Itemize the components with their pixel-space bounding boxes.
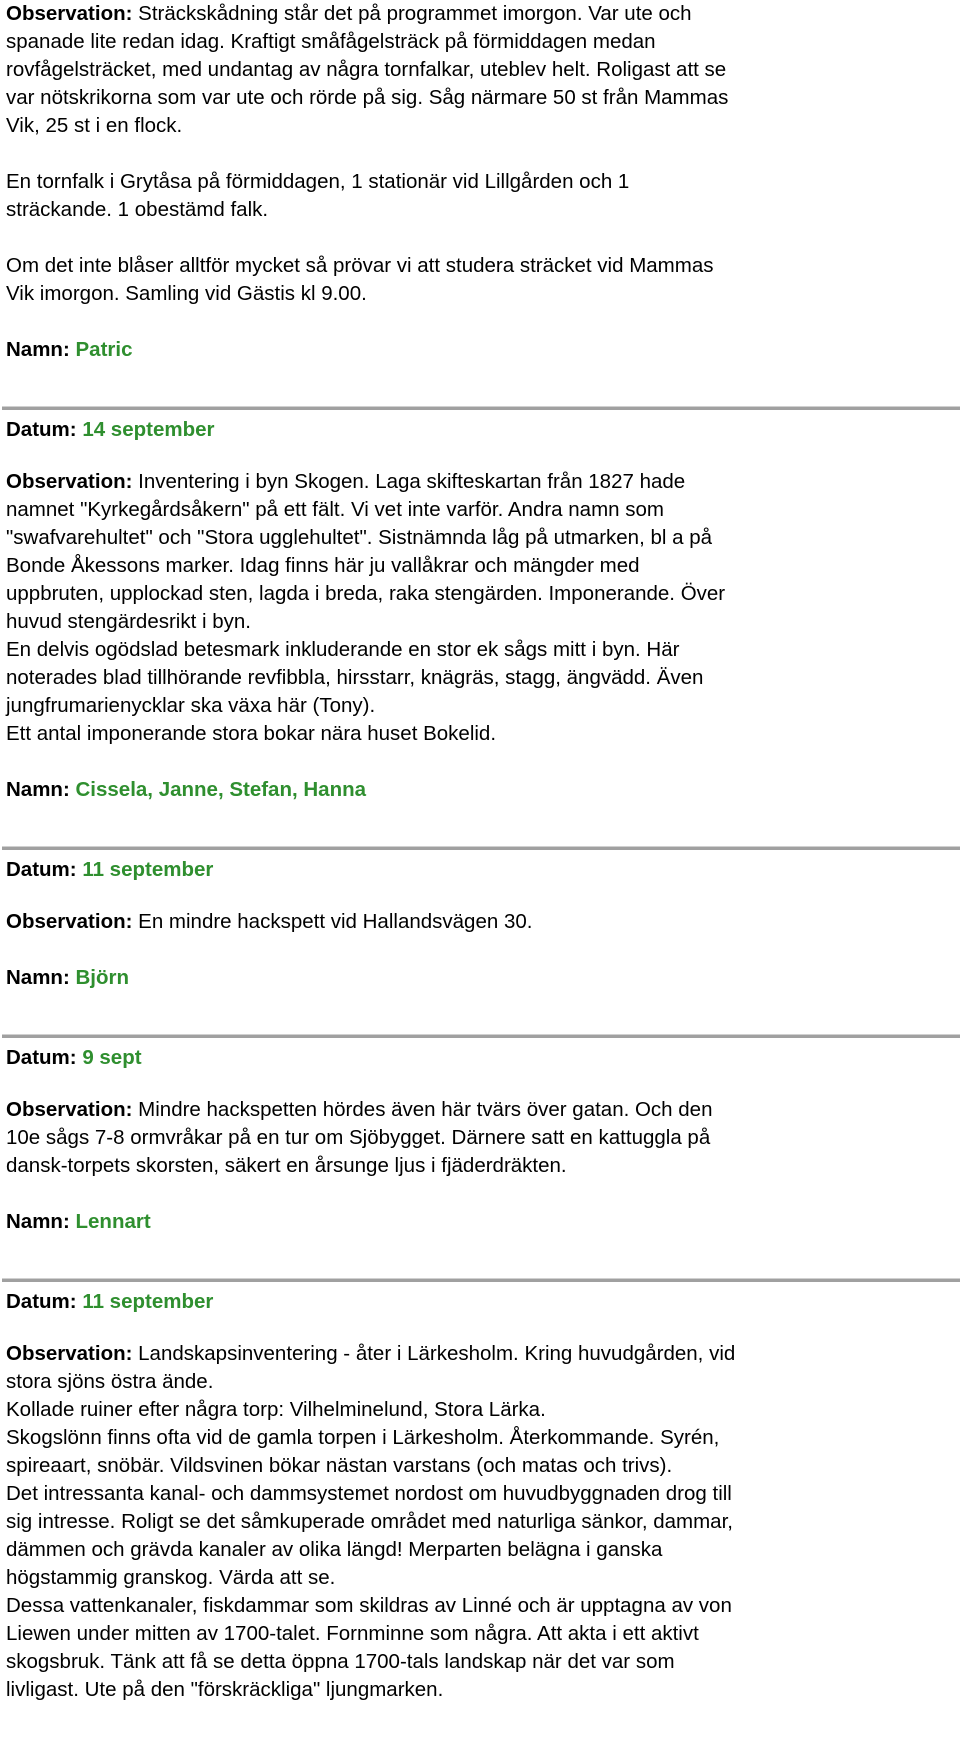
observation-line: [6, 908, 960, 936]
observation-text: Mindre hackspetten hördes även här tvärs över gatan. Och den: [138, 1098, 713, 1121]
observation-text: rovfågelsträcket, med undantag av några tornfalkar, uteblev helt. Roligast att se: [6, 58, 727, 81]
observation-text: "swafvarehultet" och "Stora ugglehultet". Sistnämnda låg på utmarken, bl a på: [6, 526, 713, 549]
namn-line: [6, 336, 960, 364]
observation-text: sig intresse. Roligt se det såmkuperade området med naturliga sänkor, dammar,: [6, 1510, 733, 1533]
observation-text: spireaart, snöbär. Vildsvinen bökar nästan varstans (och matas och trivs).: [6, 1454, 673, 1477]
namn-label: Namn:: [6, 778, 70, 801]
observation-text: Inventering i byn Skogen. Laga skifteskartan från 1827 hade: [138, 470, 686, 493]
observation-text: Landskapsinventering - åter i Lärkesholm. Kring huvudgården, vid: [138, 1342, 736, 1365]
observation-text: Skogslönn finns ofta vid de gamla torpen i Lärkesholm. Återkommande. Syrén,: [6, 1426, 720, 1449]
observation-text: högstammig granskog. Värda att se.: [6, 1566, 336, 1589]
observation-text: var nötskrikorna som var ute och rörde på sig. Såg närmare 50 st från Mammas: [6, 86, 729, 109]
datum-line: [6, 416, 960, 444]
namn-value: Björn: [75, 966, 130, 989]
observation-text: spanade lite redan idag. Kraftigt småfågelsträck på förmiddagen medan: [6, 30, 656, 53]
datum-line: [6, 1044, 960, 1072]
observation-text: Sträckskådning står det på programmet imorgon. Var ute och: [138, 2, 692, 25]
observation-line: [6, 468, 960, 496]
namn-line: [6, 1208, 960, 1236]
observation-text: Det intressanta kanal- och dammsystemet nordost om huvudbyggnaden drog till: [6, 1482, 732, 1505]
datum-label: Datum:: [6, 1290, 77, 1313]
observation-line: [6, 0, 960, 28]
namn-value: Patric: [75, 338, 133, 361]
observation-text: En mindre hackspett vid Hallandsvägen 30.: [138, 910, 533, 933]
observation-label: Observation:: [6, 470, 133, 493]
entry-patric: [6, 0, 960, 364]
observation-label: Observation:: [6, 1098, 133, 1121]
observation-text: Liewen under mitten av 1700-talet. Fornminne som några. Att akta i ett aktivt: [6, 1622, 699, 1645]
observation-text: huvud stengärdesrikt i byn.: [6, 610, 251, 633]
datum-value: 9 sept: [82, 1046, 142, 1069]
datum-value: 11 september: [82, 858, 214, 881]
namn-line: [6, 964, 960, 992]
observation-line: [6, 1096, 960, 1124]
namn-label: Namn:: [6, 338, 70, 361]
observation-text: stora sjöns östra ände.: [6, 1370, 214, 1393]
observation-label: Observation:: [6, 910, 133, 933]
datum-value: 11 september: [82, 1290, 214, 1313]
observation-line: [6, 1340, 960, 1368]
datum-line: [6, 1288, 960, 1316]
observation-text: Kollade ruiner efter några torp: Vilhelminelund, Stora Lärka.: [6, 1398, 546, 1421]
observation-text: Dessa vattenkanaler, fiskdammar som skildras av Linné och är upptagna av von: [6, 1594, 732, 1617]
observation-text: noterades blad tillhörande revfibbla, hirsstarr, knägräs, stagg, ängvädd. Även: [6, 666, 704, 689]
observation-label: Observation:: [6, 2, 133, 25]
entry-11-september-landskap: [6, 1288, 960, 1704]
observation-text: skogsbruk. Tänk att få se detta öppna 1700-tals landskap när det var som: [6, 1650, 675, 1673]
paragraph-text: sträckande. 1 obestämd falk.: [6, 198, 269, 221]
namn-value: Cissela, Janne, Stefan, Hanna: [75, 778, 367, 801]
paragraph-text: En tornfalk i Grytåsa på förmiddagen, 1 stationär vid Lillgården och 1: [6, 170, 630, 193]
datum-label: Datum:: [6, 858, 77, 881]
datum-label: Datum:: [6, 418, 77, 441]
namn-label: Namn:: [6, 966, 70, 989]
paragraph-text: Om det inte blåser alltför mycket så prövar vi att studera sträcket vid Mammas: [6, 254, 714, 277]
observation-text: dämmen och grävda kanaler av olika längd! Merparten belägna i ganska: [6, 1538, 663, 1561]
observation-text: livligast. Ute på den "förskräckliga" ljungmarken.: [6, 1678, 444, 1701]
observation-text: Bonde Åkessons marker. Idag finns här ju vallåkrar och mängder med: [6, 554, 640, 577]
observation-text: En delvis ogödslad betesmark inkluderande en stor ek sågs mitt i byn. Här: [6, 638, 680, 661]
observation-text: jungfrumarienycklar ska växa här (Tony).: [6, 694, 376, 717]
namn-line: [6, 776, 960, 804]
paragraph-text: Vik imorgon. Samling vid Gästis kl 9.00.: [6, 282, 367, 305]
observation-text: uppbruten, upplockad sten, lagda i breda, raka stengärden. Imponerande. Över: [6, 582, 726, 605]
entry-14-september: [6, 416, 960, 804]
entry-11-september: [6, 856, 960, 992]
observation-text: Vik, 25 st i en flock.: [6, 114, 183, 137]
datum-label: Datum:: [6, 1046, 77, 1069]
observation-text: dansk-torpets skorsten, säkert en årsunge ljus i fjäderdräkten.: [6, 1154, 567, 1177]
namn-label: Namn:: [6, 1210, 70, 1233]
observation-text: 10e sågs 7-8 ormvråkar på en tur om Sjöbygget. Därnere satt en kattuggla på: [6, 1126, 711, 1149]
entry-9-sept: [6, 1044, 960, 1236]
namn-value: Lennart: [75, 1210, 151, 1233]
datum-line: [6, 856, 960, 884]
observation-label: Observation:: [6, 1342, 133, 1365]
observation-text: namnet "Kyrkegårdsåkern" på ett fält. Vi vet inte varför. Andra namn som: [6, 498, 664, 521]
observation-text: Ett antal imponerande stora bokar nära huset Bokelid.: [6, 722, 497, 745]
datum-value: 14 september: [82, 418, 215, 441]
